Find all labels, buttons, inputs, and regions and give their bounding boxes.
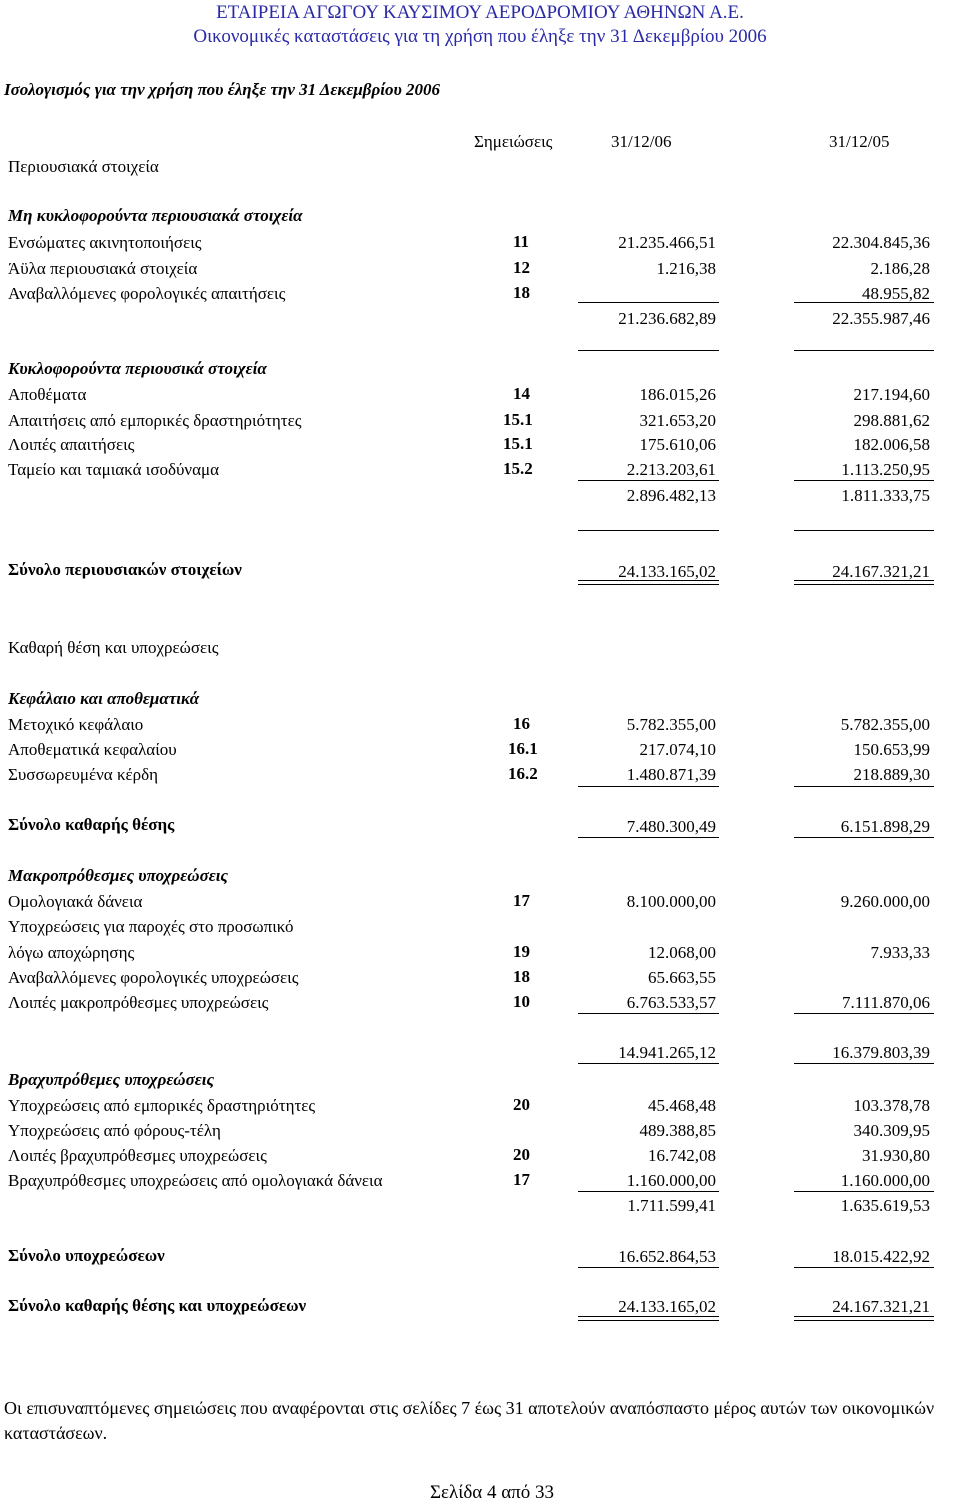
longterm-total-2006: 14.941.265,12 (618, 1043, 716, 1062)
longterm-total-2005: 16.379.803,39 (832, 1043, 930, 1062)
row-value-2005: 7.933,33 (870, 943, 930, 962)
subtotal-rule (578, 530, 719, 531)
row-label: Αναβαλλόμενες φορολογικές υποχρεώσεις (8, 968, 299, 987)
row-value-2006: 175.610,06 (639, 435, 716, 454)
row-value-2005: 150.653,99 (853, 740, 930, 759)
subtotal-rule (578, 1267, 719, 1268)
noncurrent-heading: Μη κυκλοφορούντα περιουσιακά στοιχεία (8, 206, 303, 225)
row-value-2006: 65.663,55 (648, 968, 716, 987)
total-rule (578, 1316, 719, 1321)
row-value-2005: 1.160.000,00 (840, 1171, 930, 1190)
shortterm-total-2006: 1.711.599,41 (627, 1196, 716, 1215)
row-label: Ταμείο και ταμιακά ισοδύναμα (8, 460, 220, 479)
total-assets-2006: 24.133.165,02 (618, 562, 716, 581)
row-note: 18 (513, 283, 530, 302)
row-note: 15.1 (503, 410, 533, 429)
row-note: 16 (513, 714, 530, 733)
col-header-2005: 31/12/05 (829, 132, 890, 151)
row-note: 19 (513, 942, 530, 961)
document-subtitle: Οικονομικές καταστάσεις για τη χρήση που έληξε την 31 Δεκεμβρίου 2006 (193, 26, 767, 47)
row-label: Υποχρεώσεις από εμπορικές δραστηριότητες (8, 1096, 316, 1115)
total-liabilities-label: Σύνολο υποχρεώσεων (8, 1246, 165, 1265)
subtotal-rule (794, 530, 934, 531)
row-value-2006: 1.480.871,39 (626, 765, 716, 784)
longterm-heading: Μακροπρόθεσμες υποχρεώσεις (8, 866, 229, 885)
row-label: Υποχρεώσεις για παροχές στο προσωπικό (8, 917, 294, 936)
row-note: 15.1 (503, 434, 533, 453)
total-rule (794, 1316, 934, 1321)
total-assets-label: Σύνολο περιουσιακών στοιχείων (8, 560, 242, 579)
row-value-2005: 298.881,62 (853, 411, 930, 430)
row-value-2005: 2.186,28 (870, 259, 930, 278)
row-value-2006: 5.782.355,00 (626, 715, 716, 734)
row-note: 17 (513, 1170, 530, 1189)
row-value-2006: 16.742,08 (648, 1146, 716, 1165)
row-value-2005: 340.309,95 (853, 1121, 930, 1140)
subtotal-rule (578, 786, 719, 787)
subtotal-rule (578, 1013, 719, 1014)
total-equity-2005: 6.151.898,29 (840, 817, 930, 836)
shortterm-heading: Βραχυπρόθεμες υποχρεώσεις (8, 1070, 215, 1089)
row-note: 20 (513, 1095, 530, 1114)
subtotal-rule (794, 1191, 934, 1192)
row-label: Υποχρεώσεις από φόρους-τέλη (8, 1121, 221, 1140)
row-value-2006: 217.074,10 (639, 740, 716, 759)
page-number: Σελίδα 4 από 33 (429, 1482, 555, 1503)
row-label: Απαιτήσεις από εμπορικές δραστηριότητες (8, 411, 302, 430)
col-header-notes: Σημειώσεις (474, 132, 553, 151)
row-note: 12 (513, 258, 530, 277)
row-value-2006: 8.100.000,00 (626, 892, 716, 911)
row-label: Μετοχικό κεφάλαιο (8, 715, 144, 734)
row-note: 17 (513, 891, 530, 910)
row-value-2005: 22.304.845,36 (832, 233, 930, 252)
company-name: ΕΤΑΙΡΕΙΑ ΑΓΩΓΟΥ ΚΑΥΣΙΜΟΥ ΑΕΡΟΔΡΟΜΙΟΥ ΑΘΗΝΩΝ Α.Ε. (216, 2, 744, 23)
row-value-2006: 1.216,38 (656, 259, 716, 278)
subtotal-rule (794, 1267, 934, 1268)
subtotal-rule (578, 1063, 719, 1064)
row-value-2006: 321.653,20 (639, 411, 716, 430)
subtotal-rule (578, 1191, 719, 1192)
row-value-2005: 1.113.250,95 (841, 460, 930, 479)
row-value-2005: 9.260.000,00 (840, 892, 930, 911)
row-value-2006: 45.468,48 (648, 1096, 716, 1115)
current-heading: Κυκλοφορούντα περιουσικά στοιχεία (8, 359, 267, 378)
statement-title: Ισολογισμός για την χρήση που έληξε την 31 Δεκεμβρίου 2006 (4, 80, 441, 99)
row-value-2006: 21.235.466,51 (618, 233, 716, 252)
row-note: 11 (513, 232, 530, 251)
noncurrent-total-2005: 22.355.987,46 (832, 309, 930, 328)
row-note: 16.2 (508, 764, 538, 783)
row-note: 14 (513, 384, 530, 403)
total-assets-2005: 24.167.321,21 (832, 562, 930, 581)
row-value-2006: 2.213.203,61 (626, 460, 716, 479)
row-label: Λοιπές απαιτήσεις (8, 435, 135, 454)
assets-heading: Περιουσιακά στοιχεία (8, 157, 159, 176)
subtotal-rule (794, 350, 934, 351)
subtotal-rule (794, 1013, 934, 1014)
row-note: 16.1 (508, 739, 538, 758)
subtotal-rule (578, 837, 719, 838)
row-value-2005: 5.782.355,00 (840, 715, 930, 734)
row-label: Λοιπές μακροπρόθεσμες υποχρεώσεις (8, 993, 269, 1012)
current-total-2006: 2.896.482,13 (626, 486, 716, 505)
subtotal-rule (794, 837, 934, 838)
row-value-2005: 218.889,30 (853, 765, 930, 784)
subtotal-rule (578, 480, 719, 481)
row-value-2006: 186.015,26 (639, 385, 716, 404)
row-label: Συσσωρευμένα κέρδη (8, 765, 159, 784)
row-value-2005: 31.930,80 (862, 1146, 930, 1165)
footnote: Οι επισυναπτόμενες σημειώσεις που αναφέρονται στις σελίδες 7 έως 31 αποτελούν αναπόσπαστο μέρος αυτών των οικονομικών καταστάσεων. (4, 1398, 935, 1443)
row-note: 15.2 (503, 459, 533, 478)
shortterm-total-2005: 1.635.619,53 (840, 1196, 930, 1215)
row-label: Αναβαλλόμενες φορολογικές απαιτήσεις (8, 284, 286, 303)
row-label: Αποθέματα (8, 385, 87, 404)
row-value-2006: 6.763.533,57 (626, 993, 716, 1012)
total-rule (794, 580, 934, 585)
subtotal-rule (794, 786, 934, 787)
row-value-2006: 489.388,85 (639, 1121, 716, 1140)
row-value-2006: 1.160.000,00 (626, 1171, 716, 1190)
noncurrent-total-2006: 21.236.682,89 (618, 309, 716, 328)
current-total-2005: 1.811.333,75 (841, 486, 930, 505)
equity-liabilities-heading: Καθαρή θέση και υποχρεώσεις (8, 638, 219, 657)
subtotal-rule (578, 302, 719, 303)
row-value-2005: 103.378,78 (853, 1096, 930, 1115)
row-value-2005: 217.194,60 (853, 385, 930, 404)
row-value-2006: 12.068,00 (648, 943, 716, 962)
total-equity-label: Σύνολο καθαρής θέσης (8, 815, 175, 834)
row-value-2005: 7.111.870,06 (842, 993, 930, 1012)
total-equity-liabilities-2006: 24.133.165,02 (618, 1297, 716, 1316)
row-label: Άϋλα περιουσιακά στοιχεία (8, 259, 198, 278)
total-rule (578, 580, 719, 585)
row-label: Ομολογιακά δάνεια (8, 892, 143, 911)
row-note: 20 (513, 1145, 530, 1164)
subtotal-rule (578, 350, 719, 351)
row-label: Λοιπές βραχυπρόθεσμες υποχρεώσεις (8, 1146, 267, 1165)
total-liabilities-2005: 18.015.422,92 (832, 1247, 930, 1266)
row-label: Βραχυπρόθεσμες υποχρεώσεις από ομολογιακά δάνεια (8, 1171, 383, 1190)
equity-heading: Κεφάλαιο και αποθεματικά (8, 689, 200, 708)
row-value-2005: 48.955,82 (862, 284, 930, 303)
subtotal-rule (794, 480, 934, 481)
total-equity-liabilities-label: Σύνολο καθαρής θέσης και υποχρεώσεων (8, 1296, 307, 1315)
row-label: Ενσώματες ακινητοποιήσεις (8, 233, 202, 252)
row-label: Αποθεματικά κεφαλαίου (8, 740, 177, 759)
subtotal-rule (794, 1063, 934, 1064)
total-equity-2006: 7.480.300,49 (626, 817, 716, 836)
row-value-2005: 182.006,58 (853, 435, 930, 454)
row-note: 10 (513, 992, 530, 1011)
subtotal-rule (794, 302, 934, 303)
total-equity-liabilities-2005: 24.167.321,21 (832, 1297, 930, 1316)
row-label: λόγω αποχώρησης (8, 943, 135, 962)
total-liabilities-2006: 16.652.864,53 (618, 1247, 716, 1266)
row-note: 18 (513, 967, 530, 986)
col-header-2006: 31/12/06 (611, 132, 672, 151)
